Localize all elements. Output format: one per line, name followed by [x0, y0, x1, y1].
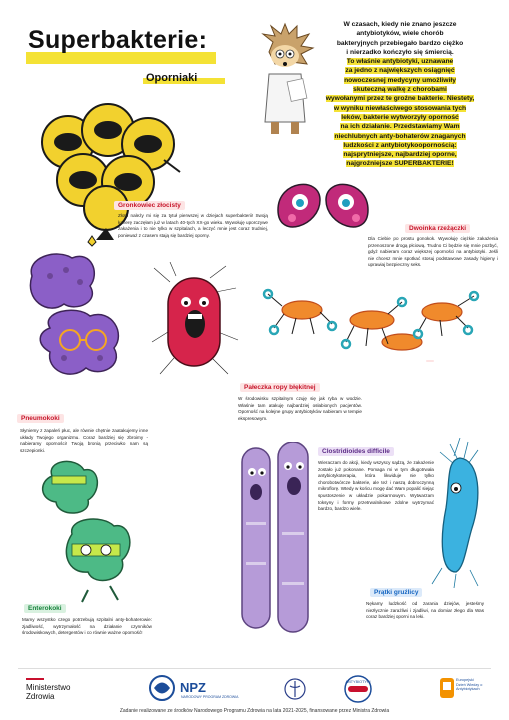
text-clostridioides: Wieraczam do akcji, kiedy wszyscy sądzą, że zakażenie zostało już pokonane. Pomaga mi w tym długotrwała antybiotykoterapia, która likwiduje nie tylko chorobotwórcze bakterie, ale też i naszą dobroczynną mikroflorę. Wtedy w końcu mogę dać Wam popalić siejąc spustoszenie w układzie pokarmowym. Wytwarzam toksyny i formy przetrwalnikowe zdolne wytrzymać bardzo, bardzo wiele.: [318, 460, 434, 512]
footer-divider: [18, 668, 491, 669]
text-enterokoki: Mamy wszystko czego potrzebują szpitalni anty-bohaterowie: zjadliwość, wytrzymałość na działanie czynników środowiskowych, detergentów i co równie ważne oporność!: [22, 617, 152, 636]
mycobacterium-illustration: [420, 438, 500, 588]
intro-line: na ich działanie. Przedstawiamy Wam: [340, 123, 460, 131]
label-jelitowe: [426, 360, 434, 362]
pseudomonas-illustration: [150, 262, 240, 382]
funding-note: Zadanie realizowane ze środków Narodowego Programu Zdrowia na lata 2021-2025, finansowane przez Ministra Zdrowia: [119, 708, 390, 714]
antibiotics-badge-icon: [340, 674, 376, 704]
label-gronkowiec: Gronkowiec złocisty: [114, 201, 185, 210]
npz-logo-subtext: NARODOWY PROGRAM ZDROWIA: [181, 695, 239, 699]
intro-line: leków, bakterie wytworzyły oporność: [341, 113, 459, 121]
eaad-logo-icon: [438, 676, 456, 700]
intro-line: i nierzadko kończyło się śmiercią.: [346, 48, 454, 56]
eaad-logo-text: [456, 678, 500, 692]
eaad-line1: Europejski: [456, 678, 474, 682]
clostridioides-illustration: [232, 442, 322, 642]
npz-logo-text: NPZ: [180, 680, 206, 695]
intro-line: najsprytniejsze, najbardziej oporne,: [343, 151, 457, 159]
sanitary-emblem-icon: [282, 677, 308, 701]
eaad-line2: Dzień Wiedzy o: [456, 682, 483, 687]
intro-line: nowoczesnej medycyny umożliwiły: [344, 76, 456, 84]
eaad-line3: Antybiotykach: [456, 687, 480, 692]
ministry-logo: [26, 683, 70, 701]
intro-line: To właśnie antybiotyki, uznawane: [346, 58, 454, 66]
intro-line: skuteczną walkę z chorobami: [353, 86, 447, 94]
intro-line: w wyniku niewłaściwego stosowania tych: [333, 104, 467, 112]
npz-logo-icon: [146, 675, 178, 701]
intro-line: bakteryjnych przebiegało bardzo ciężko: [336, 39, 464, 47]
text-dwoinka: Dla Ciebie po prostu gonokok. Wywołuję ciężkie zakażenia przenoszone drogą płciową. Trudno Ci będzie się mnie pozbyć, gdyż nabieram coraz większej oporności na antybiotyki. Jeśli nie chcesz mnie spotkać stosuj podstawowe zasady higieny i uprawiaj bezpieczny seks.: [368, 236, 498, 268]
enterococcus-illustration: [32, 456, 152, 606]
intro-line: najgroźniejsze SUPERBAKTERIE!: [346, 160, 454, 168]
label-enterokoki: Enterokoki: [24, 604, 66, 613]
text-gronkowiec: Złoto należy mi się za tytuł pierwszej w dziejach superbakterii! Swoją karierę zaczęłam już w latach 40-tych XX-go wieku. Wywołuję uporczywe zakażenia i to nie tylko w szpitalach, a leczyć mnie jest coraz trudniej, ponieważ z czasem stają się bardziej oporny.: [118, 213, 268, 238]
text-ropy: W środowisku szpitalnym czuję się jak ryba w wodzie. Właśnie tam atakuję najbardziej osłabionych pacjentów. Oporność na kolejne grupy antybiotyków nabieram w tempie ekspresowym.: [238, 396, 362, 421]
label-pneumokoki: Pneumokoki: [17, 414, 64, 423]
e-coli-illustration: [262, 284, 482, 364]
label-clostridioides: Clostridioides difficile: [318, 447, 394, 456]
intro-line: wywołanymi przez te groźne bakterie. Niestety,: [325, 95, 475, 103]
label-ropy: Pałeczka ropy błękitnej: [240, 383, 320, 392]
intro-line: za jedno z największych osiągnięć: [345, 67, 455, 75]
intro-line: ludzkości z antybiotykoopornością:: [343, 141, 457, 149]
ministry-line1: Ministerstwo: [26, 683, 71, 692]
intro-line: antybiotyków, wiele chorób: [356, 30, 444, 38]
text-pratki: Nękamy ludzkość od zarania dziejów, jesteśmy niezłycznie zarażliwi i zjadliwi, na domiar złego dla Was coraz bardziej oporni na leki.: [366, 601, 484, 620]
hedgehog-scientist-illustration: [255, 22, 325, 142]
gonococcus-illustration: [268, 170, 378, 250]
label-pratki: Prątki gruźlicy: [370, 588, 422, 597]
antibiotics-badge-text: ANTYBIOTYKI: [345, 680, 371, 684]
intro-line: niechlubnych anty-bohaterów znaganych: [334, 132, 466, 140]
intro-line: W czasach, kiedy nie znano jeszcze: [343, 21, 457, 28]
pneumococcus-illustration: [20, 246, 140, 396]
ministry-line2: Zdrowia: [26, 692, 55, 701]
page-subtitle: Oporniaki: [146, 72, 198, 84]
label-dwoinka: Dwoinka rzeżączki: [405, 224, 470, 233]
intro-text: [300, 20, 500, 169]
text-pneumokoki: Słyniemy z zapaleń płuc, ale równie chętnie zaatakujemy inne układy Twojego organizmu. Coraz bardziej się zbroimy - nabieramy oporności! Twoją bronią przeciwko nam są szczepionki.: [20, 428, 148, 453]
ministry-logo-bar: [26, 678, 44, 680]
page-title: Superbakterie:: [28, 26, 208, 54]
